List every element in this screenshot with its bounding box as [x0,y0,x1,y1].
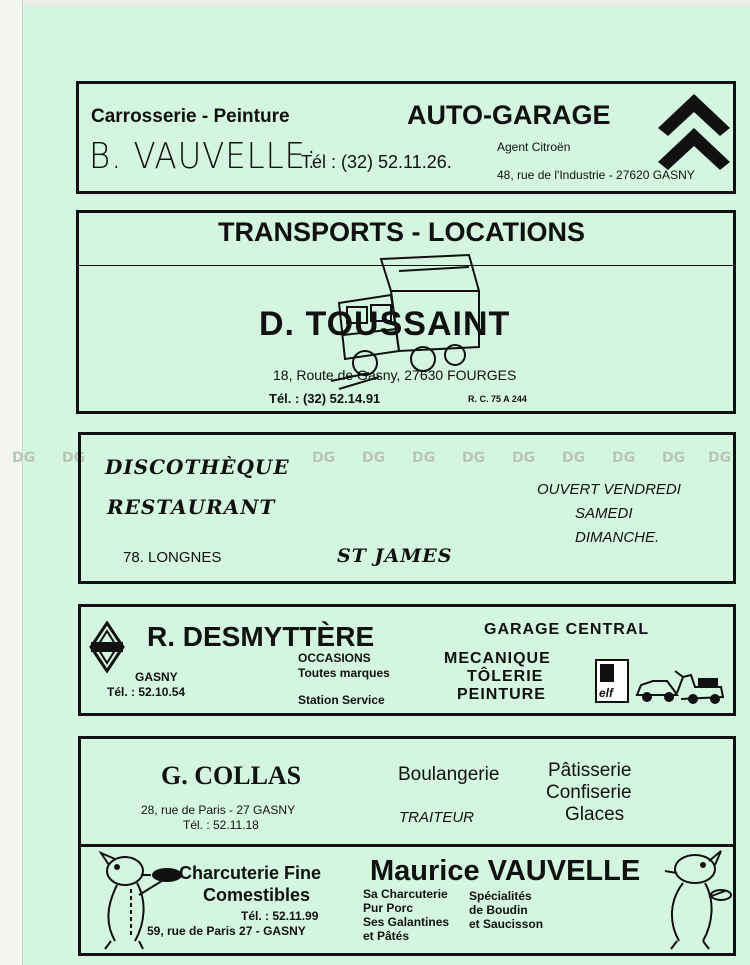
place: 78. LONGNES [123,549,222,566]
opening-days-2: SAMEDI [575,505,633,522]
ad-desmyttere [78,604,736,716]
tow-truck-icon [633,667,725,707]
charcuterie-item-4: et Pâtés [363,929,410,943]
ad-transports [76,210,736,414]
service-tolerie: TÔLERIE [467,668,544,685]
company-name: R. DESMYTTÈRE [147,621,375,652]
specialite-3: et Saucisson [469,917,544,931]
page-top-edge [0,0,750,6]
boulangerie: Boulangerie [398,764,500,785]
charcuterie-item-3: Ses Galantines [363,915,450,929]
phone: Tél. : 52.11.18 [183,818,259,832]
pig-chef-right-icon [629,845,733,951]
occasions: OCCASIONS [298,651,371,665]
ad-collas-vauvelle [78,736,736,956]
garage-central: GARAGE CENTRAL [484,621,650,638]
charcuterie-item-2: Pur Porc [363,901,414,915]
comestibles: Comestibles [203,885,311,905]
page-spine [0,0,23,965]
phone: Tél. : 52.11.99 [241,909,319,923]
registration: R. C. 75 A 244 [468,394,527,404]
address: 48, rue de l'Industrie - 27620 GASNY [497,168,695,182]
opening-days-1: OUVERT VENDREDI [537,481,681,498]
glaces: Glaces [565,804,625,825]
agent-text: Agent Citroën [497,140,571,154]
address: 59, rue de Paris 27 - GASNY [147,924,306,938]
citroen-logo-icon [654,88,734,174]
toutes-marques: Toutes marques [298,666,390,680]
company-name: G. COLLAS [161,761,302,790]
phone: Tél. : (32) 52.14.91 [269,391,381,406]
town: GASNY [135,670,178,684]
company-name: D. TOUSSAINT [259,305,511,343]
service-mecanique: MECANIQUE [444,650,551,667]
specialite-1: Spécialités [469,889,532,903]
address: 18, Route de Gasny, 27630 FOURGES [273,367,517,383]
charcuterie-fine: Charcuterie Fine [179,863,322,883]
station-service: Station Service [298,693,385,707]
elf-logo-icon [595,659,629,703]
owner-name: B. VAUVELLE: [89,136,318,177]
owner-name: Maurice VAUVELLE [370,855,641,887]
address: 28, rue de Paris - 27 GASNY [141,803,296,817]
discotheque-label: DISCOTHÈQUE [105,455,290,479]
watermark-strip: DG DG DG DG DG DG DG DG DG DG DG [12,450,732,466]
renault-logo-icon [89,621,125,673]
carrosserie-title: Carrosserie - Peinture [91,106,290,127]
service-peinture: PEINTURE [457,686,546,703]
phone: Tél. : 52.10.54 [107,685,186,699]
confiserie: Confiserie [546,782,632,803]
specialite-2: de Boudin [469,903,528,917]
charcuterie-item-1: Sa Charcuterie [363,887,448,901]
phone: Tél : (32) 52.11.26. [301,152,452,172]
elf-label: elf [599,686,614,700]
opening-days-3: DIMANCHE. [575,529,660,546]
traiteur: TRAITEUR [399,809,474,826]
ad-discotheque [78,432,736,584]
restaurant-label: RESTAURANT [107,495,276,519]
brand-title: AUTO-GARAGE [407,100,611,130]
venue-name: ST JAMES [337,545,453,567]
transports-heading: TRANSPORTS - LOCATIONS [218,217,585,247]
patisserie: Pâtisserie [548,760,632,781]
ad-auto-garage [76,81,736,194]
